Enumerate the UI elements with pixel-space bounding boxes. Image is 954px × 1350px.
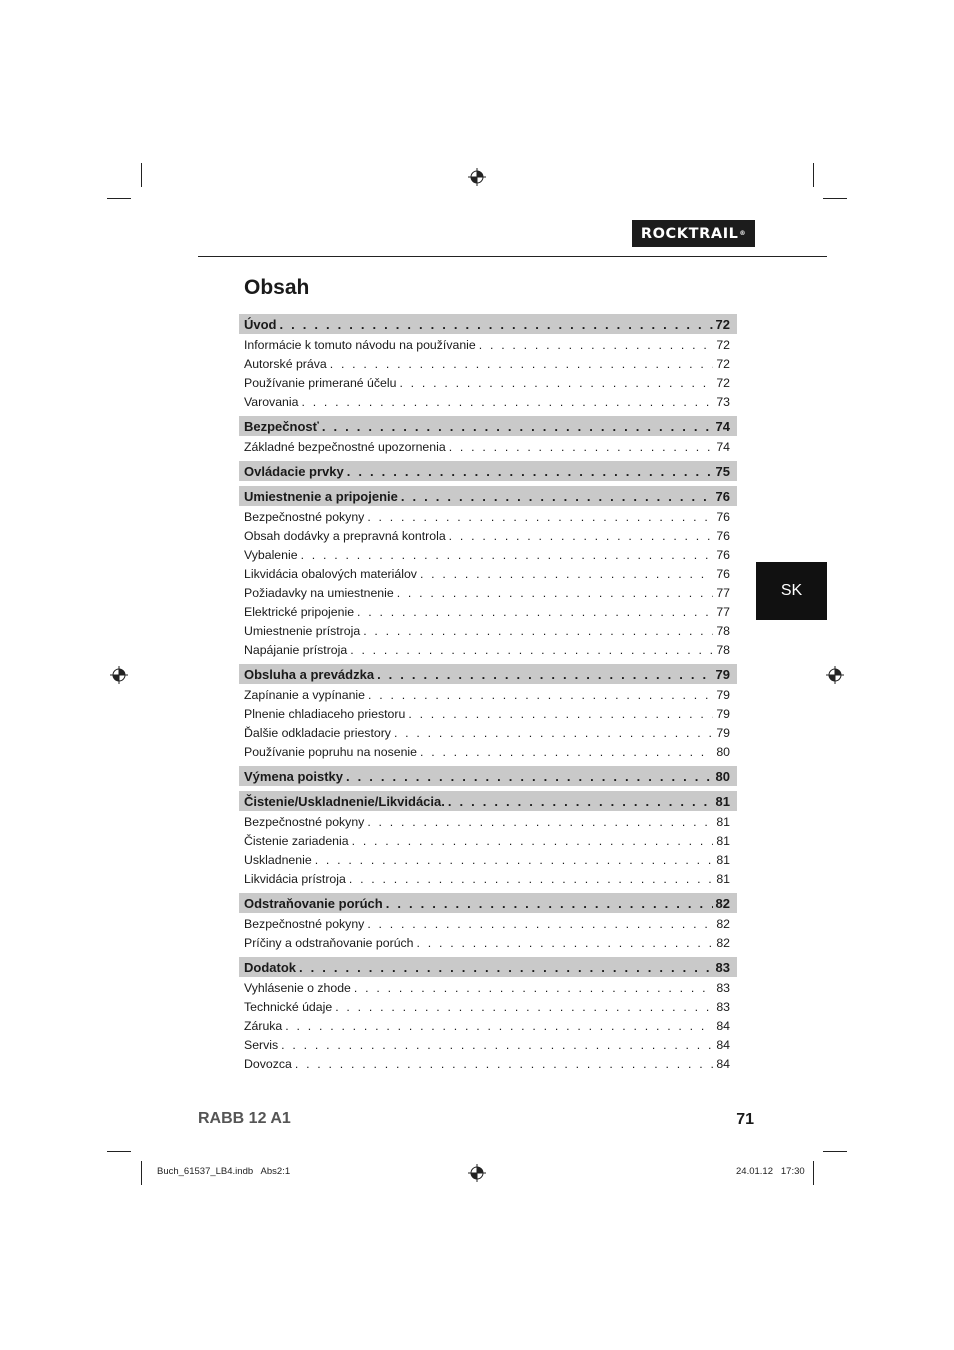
toc-entry bbox=[239, 914, 737, 933]
toc-entry-page: 81 bbox=[716, 814, 730, 829]
toc-entry-page: 81 bbox=[716, 833, 730, 848]
toc-entry bbox=[239, 831, 737, 850]
toc-entry-title: Zapínanie a vypínanie bbox=[244, 687, 366, 702]
toc-leader-dots bbox=[367, 510, 713, 524]
toc-section-title: Úvod bbox=[244, 316, 277, 332]
toc-entry bbox=[239, 742, 737, 761]
page-title: Obsah bbox=[244, 276, 310, 299]
model-number: RABB 12 A1 bbox=[198, 1110, 291, 1127]
toc-entry-title: Vybalenie bbox=[244, 547, 298, 562]
toc-leader-dots bbox=[386, 896, 713, 911]
toc-section-title: Ovládacie prvky bbox=[244, 463, 344, 479]
toc-section-page: 72 bbox=[715, 316, 730, 332]
toc-entry bbox=[239, 812, 737, 831]
toc-entry bbox=[239, 1054, 737, 1073]
crop-mark-top-left-h bbox=[107, 198, 131, 199]
toc-leader-dots bbox=[347, 464, 713, 479]
toc-entry bbox=[239, 1016, 737, 1035]
toc-entry bbox=[239, 640, 737, 659]
toc-entry-title: Požiadavky na umiestnenie bbox=[244, 585, 394, 600]
toc-entry bbox=[239, 373, 737, 392]
toc-leader-dots bbox=[399, 376, 713, 390]
toc-leader-dots bbox=[408, 707, 713, 721]
toc-leader-dots bbox=[354, 981, 713, 995]
toc-entry bbox=[239, 997, 737, 1016]
toc-leader-dots bbox=[367, 815, 713, 829]
toc-entry-title: Záruka bbox=[244, 1018, 283, 1033]
toc-leader-dots bbox=[367, 917, 713, 931]
toc-entry-page: 81 bbox=[716, 852, 730, 867]
toc-section-heading bbox=[239, 314, 737, 334]
toc-leader-dots bbox=[281, 1038, 713, 1052]
toc-leader-dots bbox=[420, 745, 713, 759]
toc-entry-page: 80 bbox=[716, 744, 730, 759]
toc-entry-page: 73 bbox=[716, 394, 730, 409]
crop-mark-bottom-right-h bbox=[823, 1151, 847, 1152]
toc-leader-dots bbox=[363, 624, 713, 638]
toc-leader-dots bbox=[352, 834, 714, 848]
toc-leader-dots bbox=[479, 338, 714, 352]
toc-section-title: Čistenie/Uskladnenie/Likvidácia. bbox=[244, 793, 445, 809]
toc-leader-dots bbox=[449, 440, 714, 454]
toc-leader-dots bbox=[394, 726, 713, 740]
toc-section-heading bbox=[239, 664, 737, 684]
registration-mark-icon bbox=[468, 1164, 486, 1182]
toc-entry bbox=[239, 602, 737, 621]
toc-entry bbox=[239, 685, 737, 704]
toc-entry-page: 74 bbox=[716, 439, 730, 454]
toc-section-title: Dodatok bbox=[244, 959, 296, 975]
toc-entry-title: Technické údaje bbox=[244, 999, 333, 1014]
crop-mark-top-left-v bbox=[141, 163, 142, 187]
language-tab: SK bbox=[756, 562, 827, 620]
crop-mark-bottom-left-v bbox=[141, 1161, 142, 1185]
registration-mark-icon bbox=[110, 666, 128, 684]
crop-mark-top-right-v bbox=[813, 163, 814, 187]
toc-entry-page: 76 bbox=[716, 528, 730, 543]
toc-section-title: Výmena poistky bbox=[244, 768, 343, 784]
toc-leader-dots bbox=[335, 1000, 713, 1014]
toc-entry-title: Obsah dodávky a prepravná kontrola bbox=[244, 528, 446, 543]
toc-leader-dots bbox=[280, 317, 713, 332]
toc-entry bbox=[239, 933, 737, 952]
toc-entry bbox=[239, 621, 737, 640]
toc-section-heading bbox=[239, 486, 737, 506]
toc-leader-dots bbox=[377, 667, 712, 682]
toc-section-page: 76 bbox=[715, 488, 730, 504]
toc-leader-dots bbox=[295, 1057, 713, 1071]
toc-section-heading bbox=[239, 766, 737, 786]
toc-entry bbox=[239, 1035, 737, 1054]
toc-entry-title: Ďalšie odkladacie priestory bbox=[244, 725, 391, 740]
toc-leader-dots bbox=[417, 936, 714, 950]
toc-leader-dots bbox=[301, 548, 714, 562]
toc-entry-title: Príčiny a odstraňovanie porúch bbox=[244, 935, 414, 950]
toc-entry-title: Používanie primerané účelu bbox=[244, 375, 397, 390]
toc-leader-dots bbox=[397, 586, 714, 600]
toc-section-heading bbox=[239, 893, 737, 913]
crop-mark-bottom-right-v bbox=[813, 1161, 814, 1185]
toc-entry-title: Uskladnenie bbox=[244, 852, 312, 867]
toc-section-heading bbox=[239, 791, 737, 811]
toc-entry-title: Servis bbox=[244, 1037, 279, 1052]
toc-entry-page: 84 bbox=[716, 1018, 730, 1033]
toc-section-page: 82 bbox=[715, 895, 730, 911]
toc-leader-dots bbox=[350, 643, 713, 657]
toc-entry-page: 72 bbox=[716, 356, 730, 371]
toc-entry bbox=[239, 723, 737, 742]
slug-datetime: 24.01.12 17:30 bbox=[736, 1166, 805, 1177]
toc-entry-title: Likvidácia prístroja bbox=[244, 871, 346, 886]
toc-leader-dots bbox=[315, 853, 714, 867]
toc-leader-dots bbox=[368, 688, 713, 702]
toc-section-title: Obsluha a prevádzka bbox=[244, 666, 375, 682]
toc-entry-title: Bezpečnostné pokyny bbox=[244, 916, 365, 931]
toc-entry-page: 76 bbox=[716, 547, 730, 562]
toc-entry-page: 76 bbox=[716, 509, 730, 524]
toc-entry-title: Autorské práva bbox=[244, 356, 327, 371]
toc-section-page: 83 bbox=[715, 959, 730, 975]
toc-leader-dots bbox=[301, 395, 713, 409]
toc-entry-title: Používanie popruhu na nosenie bbox=[244, 744, 417, 759]
toc-entry-title: Umiestnenie prístroja bbox=[244, 623, 361, 638]
toc-entry bbox=[239, 354, 737, 373]
toc-entry-page: 84 bbox=[716, 1037, 730, 1052]
toc-entry-title: Bezpečnostné pokyny bbox=[244, 509, 365, 524]
toc-entry-title: Elektrické pripojenie bbox=[244, 604, 355, 619]
toc-entry-title: Informácie k tomuto návodu na používanie bbox=[244, 337, 476, 352]
toc-entry bbox=[239, 526, 737, 545]
toc-leader-dots bbox=[349, 872, 713, 886]
toc-leader-dots bbox=[346, 769, 713, 784]
brand-registered-mark: ® bbox=[739, 230, 747, 237]
registration-mark-icon bbox=[826, 666, 844, 684]
toc-entry bbox=[239, 704, 737, 723]
slug-file-info: Buch_61537_LB4.indb Abs2:1 bbox=[157, 1166, 291, 1177]
toc-entry-title: Vyhlásenie o zhode bbox=[244, 980, 351, 995]
toc-leader-dots bbox=[401, 489, 713, 504]
toc-entry-title: Varovania bbox=[244, 394, 299, 409]
toc-entry bbox=[239, 869, 737, 888]
toc-entry-page: 82 bbox=[716, 916, 730, 931]
toc-section-page: 75 bbox=[715, 463, 730, 479]
toc-entry-page: 78 bbox=[716, 642, 730, 657]
toc-entry-page: 79 bbox=[716, 687, 730, 702]
toc-entry-title: Plnenie chladiaceho priestoru bbox=[244, 706, 406, 721]
toc-entry bbox=[239, 507, 737, 526]
toc-entry-title: Napájanie prístroja bbox=[244, 642, 348, 657]
toc-entry bbox=[239, 978, 737, 997]
toc-entry-page: 81 bbox=[716, 871, 730, 886]
toc-entry bbox=[239, 335, 737, 354]
toc-leader-dots bbox=[449, 529, 714, 543]
toc-section-title: Umiestnenie a pripojenie bbox=[244, 488, 398, 504]
toc-entry bbox=[239, 583, 737, 602]
toc-entry bbox=[239, 437, 737, 456]
toc-section-heading bbox=[239, 461, 737, 481]
toc-entry-page: 78 bbox=[716, 623, 730, 638]
toc-entry bbox=[239, 850, 737, 869]
toc-section-title: Bezpečnosť bbox=[244, 418, 319, 434]
header-rule bbox=[198, 256, 827, 257]
toc-leader-dots bbox=[322, 419, 713, 434]
toc-entry-page: 79 bbox=[716, 706, 730, 721]
page-number: 71 bbox=[736, 1111, 754, 1128]
toc-entry-page: 83 bbox=[716, 999, 730, 1014]
toc-leader-dots bbox=[448, 794, 713, 809]
toc-section-page: 74 bbox=[715, 418, 730, 434]
crop-mark-bottom-left-h bbox=[107, 1151, 131, 1152]
toc-entry-page: 72 bbox=[716, 375, 730, 390]
brand-logo bbox=[632, 220, 755, 247]
toc-entry-page: 82 bbox=[716, 935, 730, 950]
toc-entry-title: Likvidácia obalových materiálov bbox=[244, 566, 417, 581]
toc-entry bbox=[239, 392, 737, 411]
toc-entry-page: 77 bbox=[716, 585, 730, 600]
toc-leader-dots bbox=[357, 605, 713, 619]
toc-entry bbox=[239, 564, 737, 583]
toc-section-heading bbox=[239, 957, 737, 977]
toc-leader-dots bbox=[299, 960, 713, 975]
toc-entry-title: Dovozca bbox=[244, 1056, 292, 1071]
toc-entry-page: 84 bbox=[716, 1056, 730, 1071]
toc-entry-page: 76 bbox=[716, 566, 730, 581]
toc-leader-dots bbox=[285, 1019, 713, 1033]
toc-entry bbox=[239, 545, 737, 564]
toc-entry-page: 72 bbox=[716, 337, 730, 352]
brand-name: ROCKTRAIL bbox=[640, 225, 739, 242]
crop-mark-top-right-h bbox=[823, 198, 847, 199]
registration-mark-icon bbox=[468, 168, 486, 186]
toc-entry-title: Čistenie zariadenia bbox=[244, 833, 349, 848]
toc-entry-page: 77 bbox=[716, 604, 730, 619]
toc-section-title: Odstraňovanie porúch bbox=[244, 895, 383, 911]
toc-entry-title: Bezpečnostné pokyny bbox=[244, 814, 365, 829]
toc-entry-page: 83 bbox=[716, 980, 730, 995]
toc-section-page: 79 bbox=[715, 666, 730, 682]
toc-section-page: 80 bbox=[715, 768, 730, 784]
toc-leader-dots bbox=[330, 357, 714, 371]
toc-entry-page: 79 bbox=[716, 725, 730, 740]
toc-leader-dots bbox=[420, 567, 713, 581]
table-of-contents bbox=[239, 314, 737, 1073]
toc-entry-title: Základné bezpečnostné upozornenia bbox=[244, 439, 446, 454]
toc-section-heading bbox=[239, 416, 737, 436]
toc-section-page: 81 bbox=[715, 793, 730, 809]
